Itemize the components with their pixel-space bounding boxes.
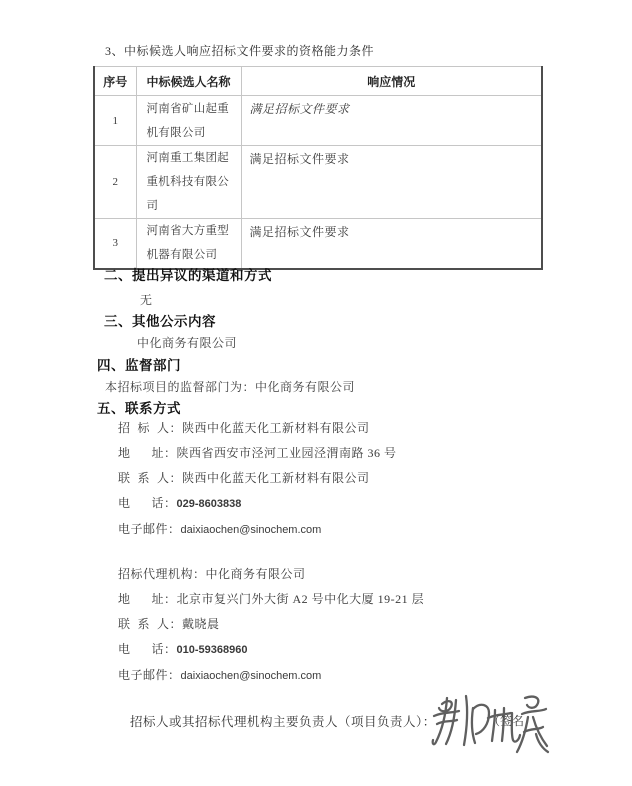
agency-name-line	[118, 566, 424, 582]
section-4-heading: 四、监督部门	[97, 358, 181, 373]
contact-label: 电子邮件：	[118, 668, 181, 682]
tenderer-email-line	[118, 521, 397, 538]
candidates-table	[93, 66, 543, 270]
contact-label: 联 系 人：	[118, 471, 183, 485]
section-3-content: 中化商务有限公司	[137, 336, 238, 350]
response-cell: 满足招标文件要求	[241, 96, 542, 146]
contact-label: 电 话：	[118, 496, 177, 510]
contact-value: 陕西省西安市泾河工业园泾渭南路 36 号	[176, 446, 397, 460]
candidate-row-3	[94, 219, 542, 269]
tenderer-phone-line	[118, 495, 397, 512]
section-4-content: 本招标项目的监督部门为：中化商务有限公司	[105, 380, 356, 394]
contact-value: daixiaochen@sinochem.com	[180, 670, 322, 682]
contact-value: 029-8603838	[176, 498, 242, 510]
contact-label: 电 话：	[118, 642, 177, 656]
response-cell: 满足招标文件要求	[241, 219, 542, 269]
contact-label: 联 系 人：	[118, 617, 183, 631]
name-cell: 河南省大方重型机器有限公司	[136, 219, 241, 269]
col-header-seq: 序号	[94, 67, 136, 96]
col-header-response: 响应情况	[241, 67, 542, 96]
contact-value: 中化商务有限公司	[205, 567, 306, 581]
candidate-row-2	[94, 146, 542, 219]
contact-label: 地 址：	[118, 446, 177, 460]
agency-contact-person-line	[118, 616, 424, 632]
agency-contact-block	[118, 566, 424, 693]
table-header-row	[94, 67, 542, 96]
seq-cell: 3	[94, 219, 136, 269]
qualification-heading: 3、中标候选人响应招标文件要求的资格能力条件	[105, 44, 375, 58]
contact-label: 招 标 人：	[118, 421, 183, 435]
responsible-person-line: 招标人或其招标代理机构主要负责人（项目负责人）：	[130, 715, 436, 729]
response-cell: 满足招标文件要求	[241, 146, 542, 219]
col-header-name: 中标候选人名称	[136, 67, 241, 96]
section-2-content: 无	[140, 293, 153, 307]
contact-value: 戴晓晨	[182, 617, 220, 631]
contact-value: 北京市复兴门外大街 A2 号中化大厦 19-21 层	[176, 592, 425, 606]
contact-label: 地 址：	[118, 592, 177, 606]
tenderer-address-line	[118, 445, 397, 461]
section-3-heading: 三、其他公示内容	[104, 314, 216, 329]
contact-value: 010-59368960	[176, 644, 248, 656]
name-cell: 河南省矿山起重机有限公司	[136, 96, 241, 146]
contact-label: 电子邮件：	[118, 522, 181, 536]
tenderer-contact-person-line	[118, 470, 397, 486]
agency-address-line	[118, 591, 424, 607]
seq-cell: 1	[94, 96, 136, 146]
seq-cell: 2	[94, 146, 136, 219]
tenderer-contact-block	[118, 420, 397, 547]
contact-value: 陕西中化蓝天化工新材料有限公司	[182, 471, 370, 485]
section-2-heading: 二、提出异议的渠道和方式	[104, 268, 272, 283]
handwritten-signature	[428, 688, 552, 762]
contact-value: 陕西中化蓝天化工新材料有限公司	[182, 421, 370, 435]
agency-email-line	[118, 667, 424, 684]
agency-phone-line	[118, 641, 424, 658]
candidate-row-1	[94, 96, 542, 146]
contact-label: 招标代理机构：	[118, 567, 206, 581]
section-5-heading: 五、联系方式	[97, 401, 181, 416]
name-cell: 河南重工集团起重机科技有限公司	[136, 146, 241, 219]
tenderer-name-line	[118, 420, 397, 436]
sign-name-label: （签名	[488, 714, 525, 728]
contact-value: daixiaochen@sinochem.com	[180, 524, 322, 536]
